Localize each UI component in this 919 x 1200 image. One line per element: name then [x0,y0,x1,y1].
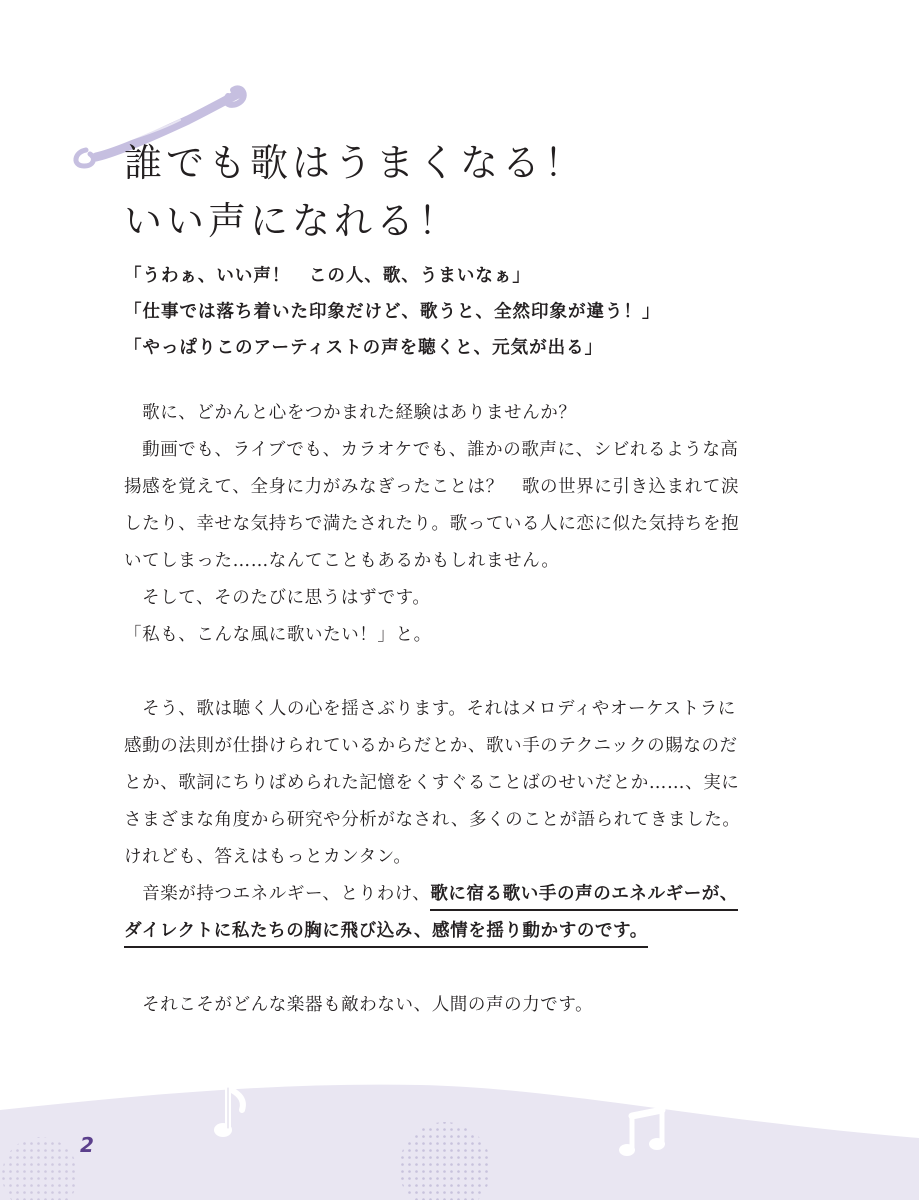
paragraph-gap [124,654,794,691]
quote-2: 「仕事では落ち着いた印象だけど、歌うと、全然印象が違う！」 [124,302,661,322]
paragraph-gap [124,950,794,987]
title-line-2: いい声になれる！ [124,199,461,243]
body-line: 感動の法則が仕掛けられているからだとか、歌い手のテクニックの賜なのだ [124,736,738,756]
body-line-emphasis [124,913,794,950]
body-line: 「私も、こんな風に歌いたい！」と。 [124,625,432,645]
body-lead: 音楽が持つエネルギー、とりわけ、 [124,884,431,904]
footer-wave [0,1000,919,1200]
body-line: そう、歌は聴く人の心を揺さぶります。それはメロディやオーケストラに [124,699,736,719]
emphasis-underlined-1: 歌に宿る歌い手の声のエネルギーが、 [430,884,738,911]
body-line: そして、そのたびに思うはずです。 [124,588,431,608]
body-line-emphasis [124,876,794,913]
body-text [124,395,794,1024]
quote-3: 「やっぱりこのアーティストの声を聴くと、元気が出る」 [124,338,604,358]
emphasis-underlined-2: ダイレクトに私たちの胸に飛び込み、感情を揺り動かすのです。 [124,921,648,948]
body-line: けれども、答えはもっとカンタン。 [124,847,412,867]
page-title [124,134,586,250]
body-line: さまざまな角度から研究や分析がなされ、多くのことが語られてきました。 [124,810,741,830]
body-line: それこそがどんな楽器も敵わない、人間の声の力です。 [124,995,594,1015]
body-line: 動画でも、ライブでも、カラオケでも、誰かの歌声に、シビれるような高 [124,440,739,460]
body-line: いてしまった……なんてこともあるかもしれません。 [124,551,560,571]
body-line: 歌に、どかんと心をつかまれた経験はありませんか？ [124,403,577,423]
page-number: 2 [80,1133,94,1157]
body-line: 揚感を覚えて、全身に力がみなぎったことは？ 歌の世界に引き込まれて涙 [124,477,740,497]
body-line: とか、歌詞にちりばめられた記憶をくすぐることばのせいだとか……、実に [124,773,740,793]
quote-1: 「うわぁ、いい声！ この人、歌、うまいなぁ」 [124,266,531,286]
music-note-icon [212,1078,254,1148]
body-line: したり、幸せな気持ちで満たされたり。歌っている人に恋に似た気持ちを抱 [124,514,740,534]
quote-list [124,258,661,366]
double-music-note-icon [618,1104,674,1164]
title-line-1: 誰でも歌はうまくなる！ [124,141,587,185]
